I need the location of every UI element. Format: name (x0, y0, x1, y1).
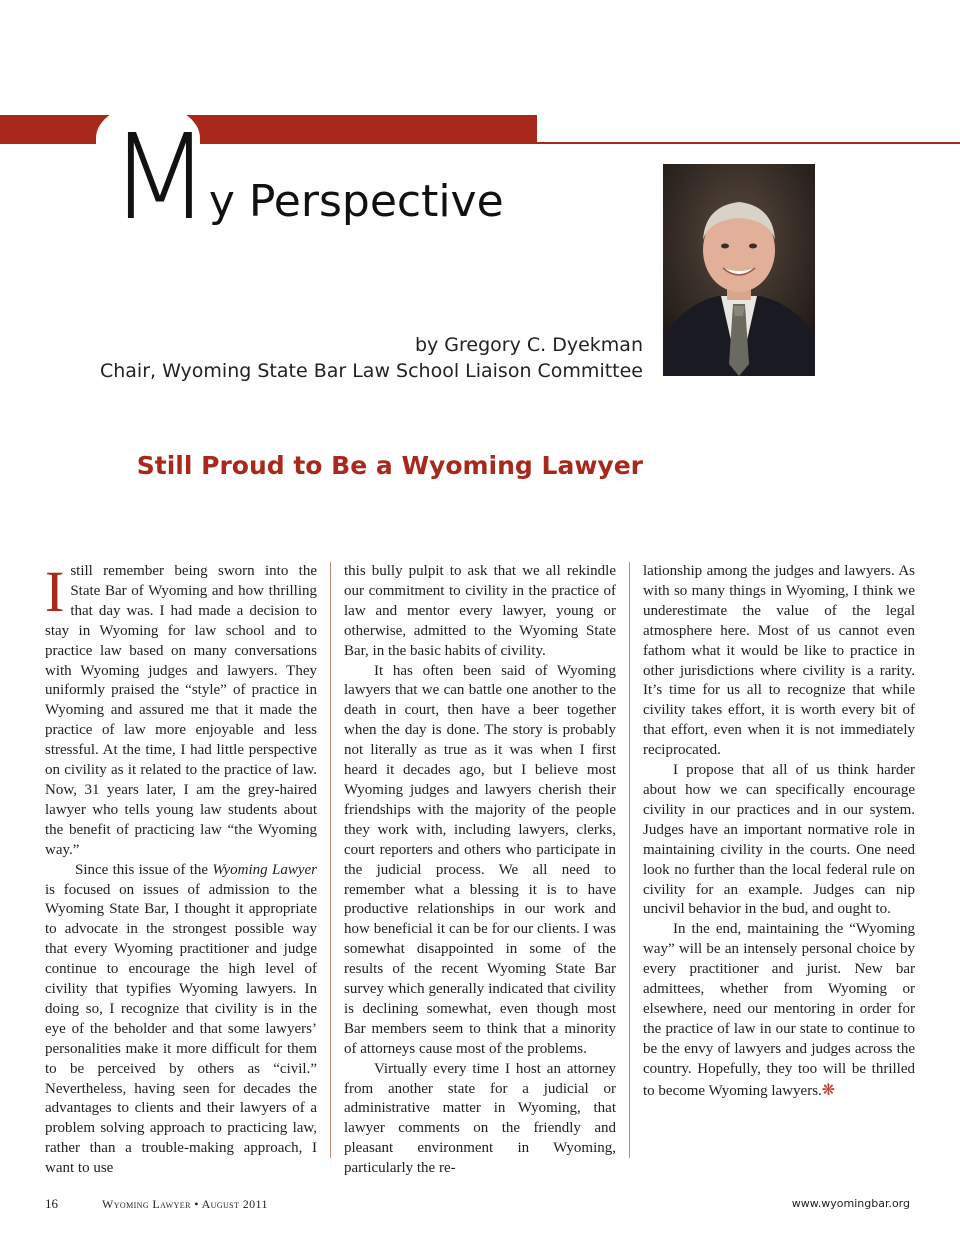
drop-cap: I (45, 559, 65, 624)
paragraph (643, 920, 915, 1101)
byline (100, 332, 643, 384)
paragraph: lationship among the judges and lawyers. As with so many things in Wyoming, I think we underestimate the value of the legal atmosphere here. Most of us cannot even fathom what it would be like to practice in other jurisdictions where civility is a rarity. It’s time for us all to recognize that while civility takes effort, it is worth every bit of that effort, even when it is not immediately reciprocated. (643, 563, 915, 759)
author-role: Chair, Wyoming State Bar Law School Liaison Committee (99, 360, 643, 382)
column-divider (629, 562, 630, 1158)
section-masthead (109, 108, 504, 246)
paragraph-lead: Since this issue of the (75, 861, 213, 878)
paragraph: Virtually every time I host an attorney from another state for a judicial or administrative matter in Wyoming, that lawyer comments on the friendly and pleasant environment in Wyoming, particularly the re- (344, 1060, 616, 1177)
article-column-3 (643, 562, 915, 1101)
paragraph (45, 861, 317, 1180)
paragraph-text: In the end, maintaining the “Wyoming way” will be an intensely personal choice by every practitioner and jurist. New bar admittees, whether from Wyoming or elsewhere, need our mentoring in order for the practice of law in our state to continue to be the envy of lawyers and judges across the country. Hopefully, they too will be thrilled to become Wyoming lawyers. (643, 921, 915, 1099)
article-column-2 (344, 562, 616, 1179)
end-mark-icon: ❋ (821, 1079, 836, 1099)
article-column-1 (45, 559, 317, 1179)
masthead-banner-line (537, 142, 960, 144)
website-url: www.wyomingbar.org (791, 1197, 910, 1210)
author-portrait-photo (663, 164, 815, 376)
article-headline: Still Proud to Be a Wyoming Lawyer (136, 451, 643, 480)
paragraph: I propose that all of us think harder about how we can specifically encourage civility in our practices and in our system. Judges have an important normative role in maintaining civility in the courts. One need look no further than the local federal rule on civility for an example. Judges can nip uncivil behavior in the bud, and ought to. (643, 762, 915, 918)
publication-footer: Wyoming Lawyer • August 2011 (102, 1197, 268, 1211)
paragraph: It has often been said of Wyoming lawyers that we can battle one another to the death in court, then have a beer together when the day is done. The story is probably not literally as true as it was when I first heard it decades ago, but I believe most Wyoming judges and lawyers cherish their friendships with the majority of the people they work with, including lawyers, clerks, court reporters and others who participate in the judicial process. We all need to remember what a blessing it is to have productive relationships in our work and how beneficial it can be for our clients. I was somewhat disappointed in some of the results of the recent Wyoming State Bar survey which generally indicated that civility is declining somewhat, even though most Bar members seem to think that a minority of attorneys cause most of the problems. (344, 662, 616, 1057)
author-name: by Gregory C. Dyekman (414, 334, 643, 356)
column-divider (330, 562, 331, 1158)
paragraph (45, 559, 317, 861)
publication-title: Wyoming Lawyer (212, 861, 317, 878)
paragraph: this bully pulpit to ask that we all rekindle our commitment to civility in the practice of law and mentor every lawyer, young or otherwise, admitted to the Wyoming State Bar, in the basic habits of civility. (344, 563, 616, 659)
paragraph-text: is focused on issues of admission to the Wyoming State Bar, I thought it appropriate to advocate in the strongest possible way that every Wyoming practitioner and judge continue to encourage the high level of civility that typifies Wyoming lawyers. In doing so, I recognize that civility is in the eye of the beholder and that some lawyers’ personalities make it more difficult for them to be perceived by others as “civil.” Nevertheless, having seen for decades the advantages to clients and their lawyers of a problem solving approach to practicing law, rather than a trouble-making approach, I want to use (45, 881, 317, 1177)
masthead-initial: M (109, 108, 207, 246)
page-number: 16 (45, 1196, 58, 1211)
paragraph-text: still remember being sworn into the State Bar of Wyoming and how thrilling that day was. I had made a decision to stay in Wyoming for law school and to practice law based on many conversations with Wyoming judges and lawyers. They uniformly praised the “style” of practice in Wyoming and assured me that it made the practice of law more enjoyable and less stressful. At the time, I had little perspective on civility as it related to the practice of law. Now, 31 years later, I am the grey-haired lawyer who tells young law students about the benefit of practicing law “the Wyoming way.” (45, 563, 317, 858)
masthead-title: y Perspective (208, 176, 504, 227)
